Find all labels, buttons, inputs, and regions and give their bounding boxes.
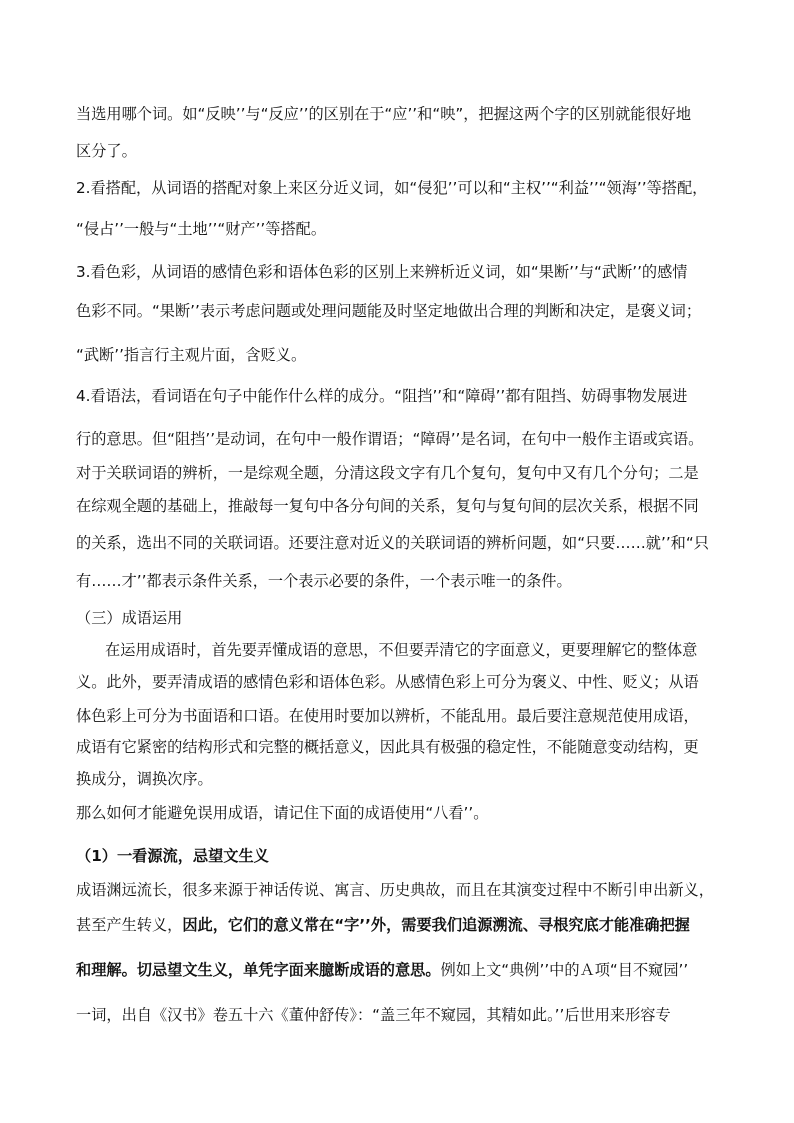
text-line-4: “侵占’’一般与“土地’’“财产’’等搭配。 — [76, 220, 327, 238]
text-line-19: 换成分，调换次序。 — [76, 770, 213, 788]
text-line-12: 的关系，选出不同的关联词语。还要注意对近义的关联词语的辨析问题，如“只要……就’’和“只 — [76, 534, 709, 552]
text-line-11: 在综观全题的基础上，推敲每一复句中各分句间的关系，复句与复句间的层次关系，根据不同 — [76, 497, 699, 515]
text-line-15: 在运用成语时，首先要弄懂成语的意思，不但要弄清它的字面意义，更要理解它的整体意 — [105, 641, 698, 659]
text-line-10: 对于关联词语的辨析，一是综观全题，分清这段文字有几个复句，复句中又有几个分句；二是 — [76, 464, 699, 482]
text-line-1: 当选用哪个词。如“反映’’与“反应’’的区别在于“应’’和“映”，把握这两个字的区别就能很好地 — [76, 105, 692, 123]
subheading-origin: （1）一看源流，忌望文生义 — [76, 847, 269, 865]
text-line-17: 体色彩上可分为书面语和口语。在使用时要加以辨析，不能乱用。最后要注意规范使用成语， — [76, 707, 699, 725]
text-line-7: “武断’’指言行主观片面，含贬义。 — [76, 346, 307, 364]
text-line-8: 4.看语法，看词语在句子中能作什么样的成分。“阻挡’’和“障碍’’都有阻挡、妨碍事物发展进 — [76, 387, 688, 405]
text-line-5: 3.看色彩，从词语的感情色彩和语体色彩的区别上来辨析近义词，如“果断’’与“武断’’的感情 — [76, 263, 688, 281]
text-line-3: 2.看搭配，从词语的搭配对象上来区分近义词，如“侵犯’’可以和“主权’’“利益’’“领海’’等搭配， — [76, 179, 708, 197]
text-line-20: 那么如何才能避免误用成语，请记住下面的成语使用“八看’’。 — [76, 804, 489, 822]
text-line-16: 义。此外，要弄清成语的感情色彩和语体色彩。从感情色彩上可分为褒义、中性、贬义；从语 — [76, 673, 699, 691]
section-heading-idiom-use: （三）成语运用 — [76, 609, 183, 627]
text-line-13: 有……才’’都表示条件关系，一个表示必要的条件，一个表示唯一的条件。 — [76, 572, 572, 590]
text-line-24: 和理解。切忌望文生义，单凭字面来臆断成语的意思。例如上文“典例’’中的Ａ项“目不窥园’’ — [76, 961, 689, 979]
text-line-2: 区分了。 — [76, 142, 137, 160]
text-line-23: 甚至产生转义，因此，它们的意义常在“字’’外，需要我们追源溯流、寻根究底才能准确把握 — [76, 916, 690, 934]
text-line-6: 色彩不同。“果断’’表示考虑问题或处理问题能及时坚定地做出合理的判断和决定，是褒义词； — [76, 302, 702, 320]
text-line-18: 成语有它紧密的结构形式和完整的概括意义，因此具有极强的稳定性，不能随意变动结构，更 — [76, 738, 699, 756]
text-line-9: 行的意思。但“阻挡’’是动词，在句中一般作谓语；“障碍’’是名词，在句中一般作主语或宾语。 — [76, 430, 704, 448]
text-line-22: 成语渊远流长，很多来源于神话传说、寓言、历史典故，而且在其演变过程中不断引申出新义， — [76, 881, 714, 899]
text-line-25: 一词，出自《汉书》卷五十六《董仲舒传》：“盖三年不窥园，其精如此。’’后世用来形容专 — [76, 1006, 671, 1024]
